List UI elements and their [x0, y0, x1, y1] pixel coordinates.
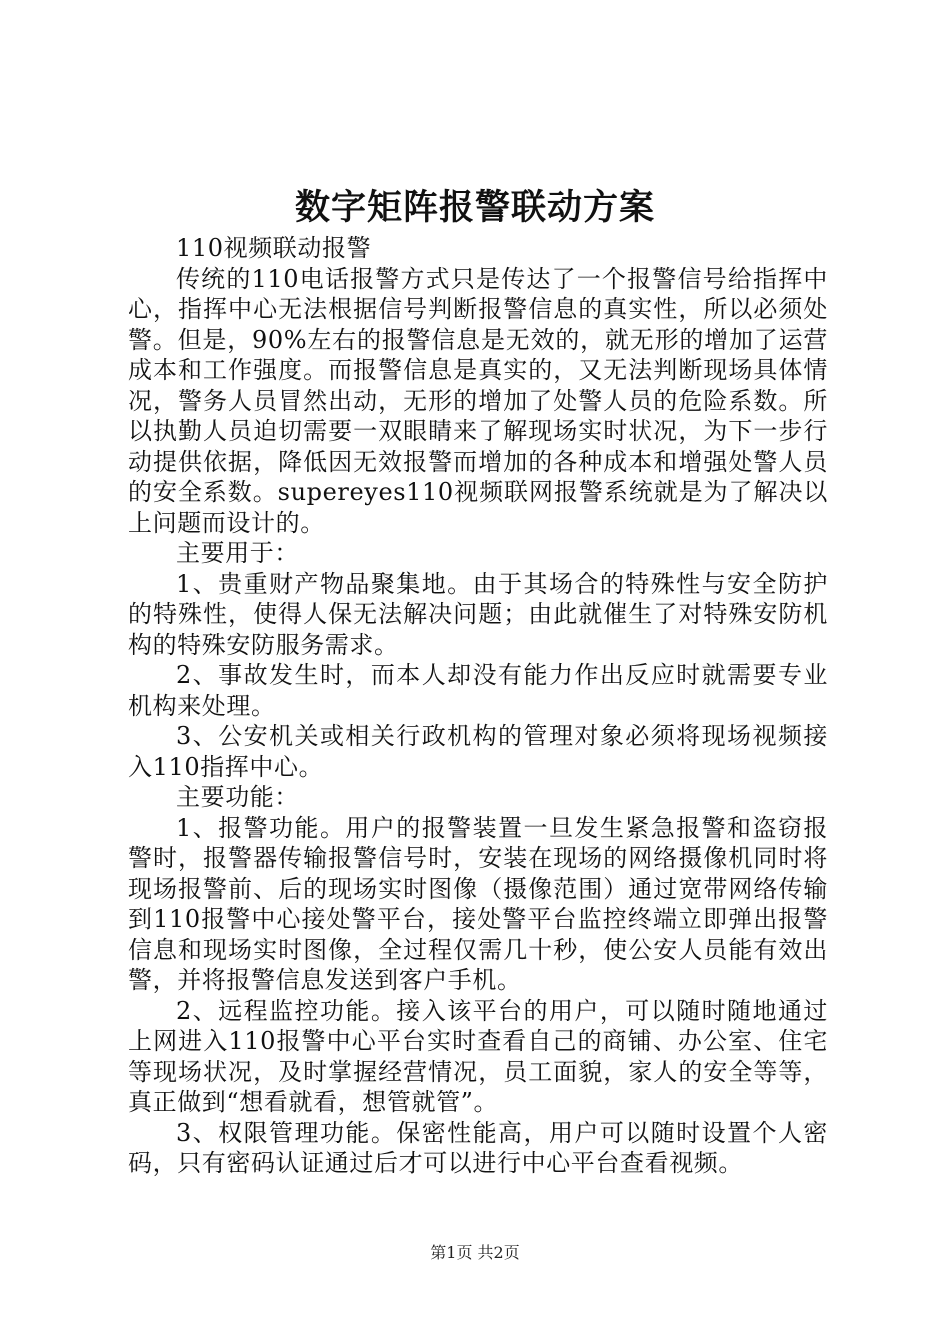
paragraph-intro: 传统的110电话报警方式只是传达了一个报警信号给指挥中心，指挥中心无法根据信号判断报警信息的真实性，所以必须处警。但是，90%左右的报警信息是无效的，就无形的增加了运营成本和工作强度。而报警信息是真实的，又无法判断现场具体情况，警务人员冒然出动，无形的增加了处警人员的危险系数。所以执勤人员迫切需要一双眼睛来了解现场实时状况，为下一步行动提供依据，降低因无效报警而增加的各种成本和增强处警人员的安全系数。supereyes110视频联网报警系统就是为了解决以上问题而设计的。	[128, 264, 828, 537]
document-title: 数字矩阵报警联动方案	[294, 187, 655, 228]
document-body	[128, 233, 828, 1179]
paragraph-function-2: 2、远程监控功能。接入该平台的用户，可以随时随地通过上网进入110报警中心平台实时查看自己的商铺、办公室、住宅等现场状况，及时掌握经营情况，员工面貌，家人的安全等等，真正做到“想看就看，想管就管”。	[128, 996, 828, 1116]
paragraph-heading-video-alarm: 110视频联动报警	[176, 234, 372, 262]
paragraph-function-3: 3、权限管理功能。保密性能高，用户可以随时设置个人密码，只有密码认证通过后才可以进行中心平台查看视频。	[128, 1118, 828, 1177]
page-number-footer: 第1页 共2页	[430, 1243, 520, 1262]
paragraph-use-1: 1、贵重财产物品聚集地。由于其场合的特殊性与安全防护的特殊性，使得人保无法解决问题；由此就催生了对特殊安防机构的特殊安防服务需求。	[128, 569, 828, 659]
paragraph-main-functions-heading: 主要功能：	[176, 783, 299, 811]
paragraph-main-uses-heading: 主要用于：	[176, 539, 299, 567]
paragraph-function-1: 1、报警功能。用户的报警装置一旦发生紧急报警和盗窃报警时，报警器传输报警信号时，安装在现场的网络摄像机同时将现场报警前、后的现场实时图像（摄像范围）通过宽带网络传输到110报警中心接处警平台，接处警平台监控终端立即弹出报警信息和现场实时图像，全过程仅需几十秒，使公安人员能有效出警，并将报警信息发送到客户手机。	[128, 813, 828, 994]
paragraph-use-3: 3、公安机关或相关行政机构的管理对象必须将现场视频接入110指挥中心。	[128, 722, 828, 781]
paragraph-use-2: 2、事故发生时，而本人却没有能力作出反应时就需要专业机构来处理。	[128, 661, 828, 720]
